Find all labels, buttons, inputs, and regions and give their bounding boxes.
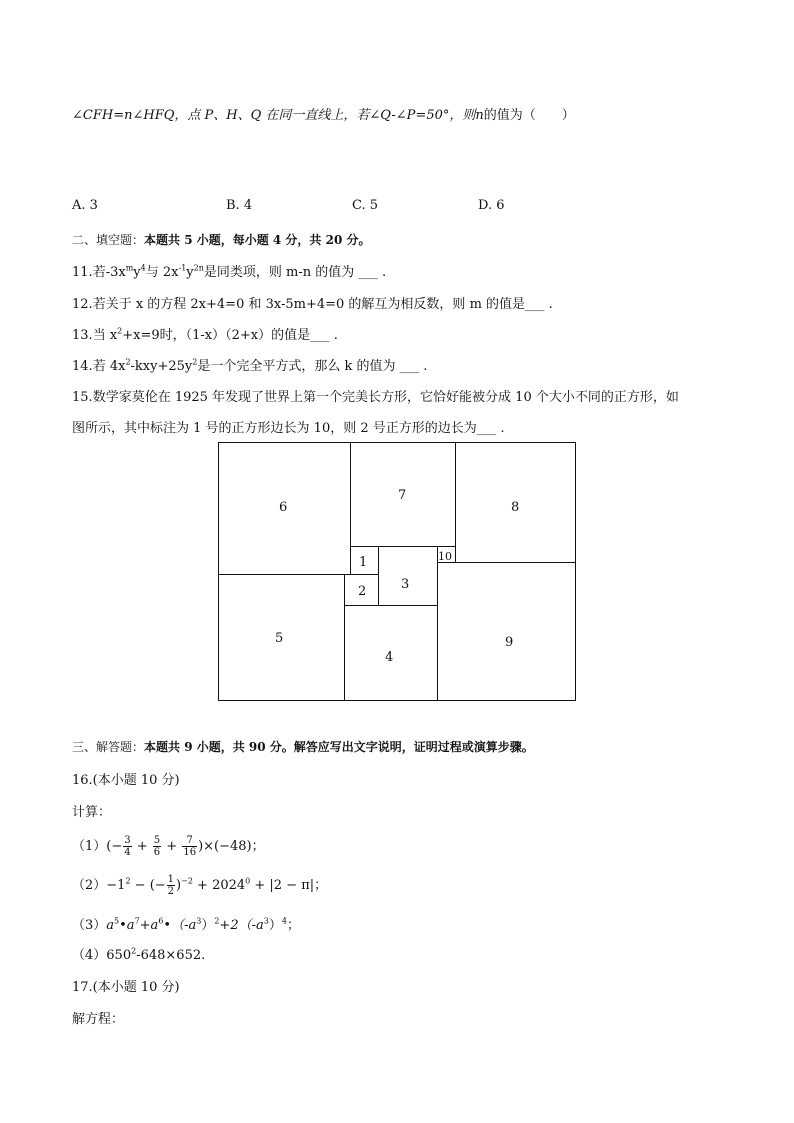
question-13 [72,324,338,343]
q16-part3-label: （3） [72,918,107,933]
label-10: 10 [438,550,452,563]
q14-exp: 2 [192,357,198,367]
q16-p2-term: −1 [106,878,126,893]
q14-text: -kxy+25y [130,359,193,374]
label-2: 2 [358,584,367,599]
q16-p1-frac3-num: 7 [182,835,197,847]
q16-p4-exp: 2 [131,946,137,956]
q16-p3-term: •a [119,918,135,933]
question-12 [72,293,553,312]
q16-p2-exp: −2 [181,876,193,886]
outer-rectangle [219,443,576,701]
q16-intro: 计算： [72,805,112,820]
q16-p3-term: ； [286,918,300,933]
q16-p2-exp: 2 [125,876,131,886]
q16-part1: （1）(− $\frac{3}{4}$ + $\frac{5}{6}$ + $\frac{7}{16}$ )×(−48)； [72,835,265,858]
q16-p3-exp: 5 [114,916,120,926]
q14-exp: 2 [125,357,131,367]
q15-text-line2: 图所示，其中标注为 1 号的正方形边长为 10，则 2 号正方形的边长为___ . [72,421,505,436]
question-14 [72,355,427,374]
q10-option-a: A. 3 [72,198,98,213]
q16-part1-label: （1） [72,839,107,854]
q16-part3 [72,914,300,933]
q10-option-b: B. 4 [226,198,253,213]
q16-p3-term: a [106,918,115,933]
question-11 [72,261,386,280]
section2-title: 二、填空题： [72,233,145,247]
q16-p3-exp: 4 [281,916,287,926]
q12-number: 12. [72,297,93,312]
q11-text: 与 2x [145,265,179,280]
q16-p3-term: ） [268,918,282,933]
q16-p3-exp: 3 [263,916,269,926]
q11-text: y [186,265,194,280]
q14-text: 若 4x [92,359,126,374]
label-3: 3 [401,577,410,592]
q11-text: y [133,265,141,280]
label-8: 8 [511,500,520,515]
section2-desc: 本题共 5 小题，每小题 4 分，共 20 分。 [144,233,371,247]
section3-title: 三、解答题： [72,740,145,754]
label-1: 1 [359,555,368,570]
q16-p3-exp: 2 [214,916,220,926]
q11-text: 若-3x [92,265,126,280]
q16-p3-term: +a [139,918,159,933]
section3-desc: 本题共 9 小题，共 90 分。解答应写出文字说明，证明过程或演算步骤。 [144,740,534,754]
perfect-rectangle-figure [216,441,578,703]
q10-option-d: D. 6 [478,198,505,213]
q11-exp: m [125,263,134,273]
q10-stem-suffix: 的值为（ ） [483,108,575,123]
q16-part2 [72,871,327,901]
q16-p2-exp: 0 [245,876,251,886]
q16-p1-fraction-2 [153,835,161,858]
q16-p2-term: + 2024 [192,878,246,893]
q16-p3-exp: 3 [196,916,202,926]
label-5: 5 [275,631,284,646]
q11-exp: 4 [140,263,146,273]
q16-p4-term: 650 [106,948,132,963]
q10-option-c: C. 5 [352,198,379,213]
q13-number: 13. [72,328,93,343]
label-9: 9 [505,635,514,650]
q11-text: 是同类项，则 m-n 的值为 ___ . [203,265,387,280]
q16-part2-label: （2） [72,878,107,893]
q16-part4 [72,944,205,963]
section2-heading [72,231,370,248]
square-3 [379,547,438,606]
q12-text: 若关于 x 的方程 2x+4=0 和 3x-5m+4=0 的解互为相反数，则 m 的值是___ . [92,297,553,312]
q16-p1-fraction-3 [182,835,197,858]
q16-p1-frac3-den: 16 [183,847,197,858]
q16-p1-frac2-den: 6 [153,847,161,858]
q11-number: 11. [72,265,93,280]
q16-p2-frac-den: 2 [167,886,175,897]
label-4: 4 [385,650,394,665]
q10-stem-text: ∠CFH=n∠HFQ，点 P、H、Q 在同一直线上，若∠Q-∠P=50°，则 [72,108,476,123]
label-6: 6 [279,500,288,515]
q16-p2-fraction [167,874,175,897]
q13-exp: 2 [117,326,123,336]
q16-p2-frac-num: 1 [167,874,175,885]
q16-p1-fraction-1 [123,835,131,858]
q16-p3-term: +2（-a [219,918,264,933]
q14-number: 14. [72,359,93,374]
q16-heading: 16.(本小题 10 分) [72,773,180,788]
section3-heading [72,738,534,755]
q16-p3-exp: 6 [158,916,164,926]
q16-p3-exp: 7 [134,916,140,926]
q11-exp: -1 [178,263,187,273]
q13-text: 当 x [92,328,118,343]
q13-text: +x=9时，（1-x）（2+x）的值是___ . [122,328,338,343]
square-9 [438,563,576,701]
q17-intro: 解方程： [72,1012,125,1027]
q10-variable: n [475,108,484,123]
q16-p3-term: •（-a [163,918,197,933]
q16-p2-term: ) [176,878,182,893]
q17-heading: 17.(本小题 10 分) [72,980,180,995]
q16-p3-term: ） [201,918,215,933]
q16-p1-frac2-num: 5 [153,835,161,846]
q16-p4-term: -648×652. [136,948,206,963]
q16-p1-frac1-num: 3 [124,835,131,846]
question-15-line1 [72,386,679,405]
q11-exp: 2n [193,263,204,273]
q15-number: 15. [72,390,93,405]
q16-p1-tail: )×(−48)； [198,839,265,854]
q16-p2-term: + |2 − π|； [250,878,328,893]
q16-part4-label: （4） [72,948,107,963]
q15-text-line1: 数学家莫伦在 1925 年发现了世界上第一个完美长方形，它恰好能被分成 10 个大小不同的正方形，如 [92,390,679,405]
q16-p2-term: − (− [130,878,166,893]
q10-stem-tail [72,104,575,123]
q16-p1-frac1-den: 4 [124,847,131,858]
q14-text: 是一个完全平方式，那么 k 的值为 ___ . [197,359,428,374]
label-7: 7 [398,488,407,503]
